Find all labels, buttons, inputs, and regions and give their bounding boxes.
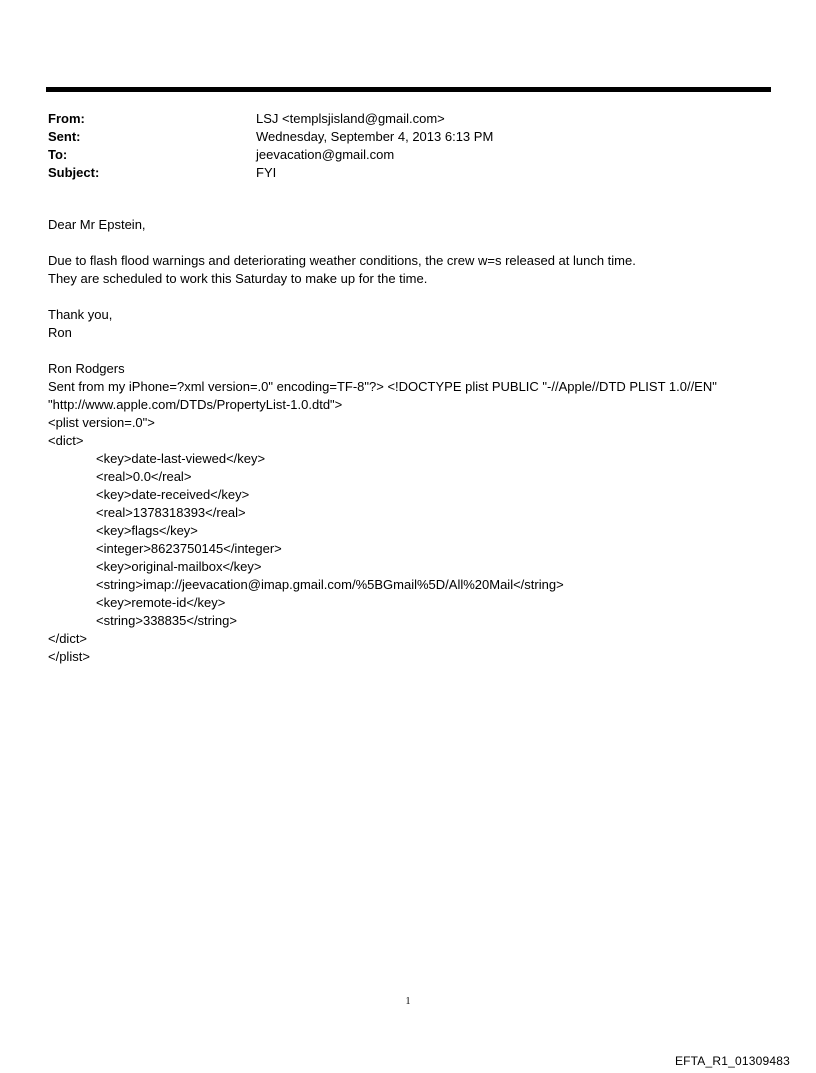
spacer [48, 288, 768, 306]
subject-row [48, 164, 493, 182]
sent-row [48, 128, 493, 146]
from-label: From: [48, 111, 85, 126]
dtd-url: "http://www.apple.com/DTDs/PropertyList-1.0.dtd"> [48, 397, 343, 412]
plist-entry: <key>flags</key> [96, 523, 198, 538]
plist-entry: <integer>8623750145</integer> [96, 541, 282, 556]
closing: Thank you, [48, 307, 113, 322]
header-divider-rule [46, 87, 771, 92]
plist-entry: <real>0.0</real> [96, 469, 192, 484]
email-header [48, 110, 493, 182]
signature-line: Sent from my iPhone=?xml version=.0" encoding=TF-8"?> <!DOCTYPE plist PUBLIC "-//Apple//DTD PLIST 1.0//EN" [48, 379, 717, 394]
document-id: EFTA_R1_01309483 [674, 1054, 790, 1068]
spacer [48, 234, 768, 252]
spacer [48, 342, 768, 360]
subject-label: Subject: [48, 165, 100, 180]
plist-entry: <key>original-mailbox</key> [96, 559, 262, 574]
paragraph-line-2: They are scheduled to work this Saturday to make up for the time. [48, 271, 428, 286]
email-body [48, 216, 768, 666]
closing-name: Ron [48, 325, 72, 340]
to-label: To: [48, 147, 68, 162]
plist-entry: <key>date-last-viewed</key> [96, 451, 266, 466]
subject-value: FYI [256, 165, 277, 180]
page-number: 1 [405, 996, 411, 1007]
from-row [48, 110, 493, 128]
sent-value: Wednesday, September 4, 2013 6:13 PM [256, 129, 494, 144]
plist-close: </plist> [48, 649, 90, 664]
plist-entry: <key>date-received</key> [96, 487, 250, 502]
signature-name: Ron Rodgers [48, 361, 125, 376]
plist-entry: <string>338835</string> [96, 613, 237, 628]
paragraph-line-1: Due to flash flood warnings and deteriorating weather conditions, the crew w=s released at lunch time. [48, 253, 636, 268]
sent-label: Sent: [48, 129, 81, 144]
dict-open: <dict> [48, 433, 84, 448]
from-value: LSJ <templsjisland@gmail.com> [256, 111, 445, 126]
plist-entry: <string>imap://jeevacation@imap.gmail.com/%5BGmail%5D/All%20Mail</string> [96, 577, 564, 592]
plist-entry: <real>1378318393</real> [96, 505, 246, 520]
plist-entry: <key>remote-id</key> [96, 595, 226, 610]
greeting: Dear Mr Epstein, [48, 217, 146, 232]
to-value: jeevacation@gmail.com [256, 147, 395, 162]
plist-open: <plist version=.0"> [48, 415, 155, 430]
to-row [48, 146, 493, 164]
dict-close: </dict> [48, 631, 88, 646]
